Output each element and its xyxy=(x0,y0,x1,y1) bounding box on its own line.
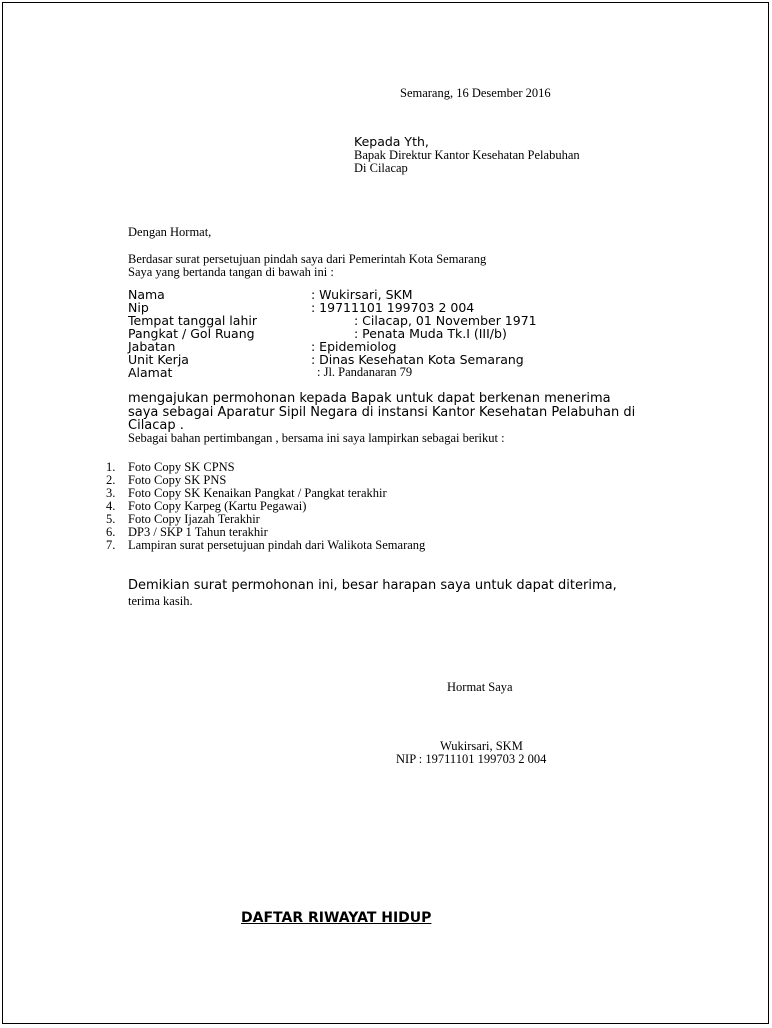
identity-value-unit-kerja: : Dinas Kesehatan Kota Semarang xyxy=(311,352,524,367)
identity-label-pangkat: Pangkat / Gol Ruang xyxy=(128,326,255,341)
identity-value-nama: : Wukirsari, SKM xyxy=(311,287,413,302)
place-date: Semarang, 16 Desember 2016 xyxy=(400,86,551,100)
list-item-number: 1. xyxy=(106,460,116,474)
list-item-number: 4. xyxy=(106,499,116,513)
signoff: Hormat Saya xyxy=(447,680,513,694)
list-item-number: 7. xyxy=(106,538,116,552)
request-line-1: mengajukan permohonan kepada Bapak untuk dapat berkenan menerima xyxy=(128,391,611,406)
recipient-location: Di Cilacap xyxy=(354,161,408,175)
identity-label-nip: Nip xyxy=(128,300,149,315)
list-item: Foto Copy SK Kenaikan Pangkat / Pangkat terakhir xyxy=(128,486,387,500)
intro-line-2: Saya yang bertanda tangan di bawah ini : xyxy=(128,265,334,279)
list-item-number: 5. xyxy=(106,512,116,526)
identity-label-jabatan: Jabatan xyxy=(128,339,176,354)
identity-value-ttl: : Cilacap, 01 November 1971 xyxy=(354,313,537,328)
identity-label-alamat: Alamat xyxy=(128,365,173,380)
identity-label-ttl: Tempat tanggal lahir xyxy=(128,313,257,328)
intro-line-1: Berdasar surat persetujuan pindah saya dari Pemerintah Kota Semarang xyxy=(128,252,487,266)
cv-title: DAFTAR RIWAYAT HIDUP xyxy=(241,910,432,926)
list-item: Foto Copy SK PNS xyxy=(128,473,227,487)
identity-label-nama: Nama xyxy=(128,287,165,302)
identity-value-nip: : 19711101 199703 2 004 xyxy=(311,300,475,315)
closing-line-2: terima kasih. xyxy=(128,594,193,608)
signer-name: Wukirsari, SKM xyxy=(440,739,523,753)
closing-line-1: Demikian surat permohonan ini, besar harapan saya untuk dapat diterima, xyxy=(128,578,617,593)
request-line-2: saya sebagai Aparatur Sipil Negara di instansi Kantor Kesehatan Pelabuhan di xyxy=(128,405,636,420)
list-item: Foto Copy Ijazah Terakhir xyxy=(128,512,260,526)
list-item: Foto Copy Karpeg (Kartu Pegawai) xyxy=(128,499,307,513)
signer-nip: NIP : 19711101 199703 2 004 xyxy=(396,752,547,766)
attachments-intro: Sebagai bahan pertimbangan , bersama ini saya lampirkan sebagai berikut : xyxy=(128,431,505,445)
greeting: Dengan Hormat, xyxy=(128,225,212,239)
list-item-number: 2. xyxy=(106,473,116,487)
identity-value-alamat: : Jl. Pandanaran 79 xyxy=(317,365,413,379)
recipient-salutation: Kepada Yth, xyxy=(354,134,429,149)
list-item: Lampiran surat persetujuan pindah dari Walikota Semarang xyxy=(128,538,426,552)
list-item-number: 3. xyxy=(106,486,116,500)
identity-label-unit-kerja: Unit Kerja xyxy=(128,352,189,367)
document-page xyxy=(2,2,769,1024)
recipient-name: Bapak Direktur Kantor Kesehatan Pelabuhan xyxy=(354,148,580,162)
list-item-number: 6. xyxy=(106,525,116,539)
request-line-3: Cilacap . xyxy=(128,418,184,433)
identity-value-jabatan: : Epidemiolog xyxy=(311,339,397,354)
list-item: Foto Copy SK CPNS xyxy=(128,460,235,474)
list-item: DP3 / SKP 1 Tahun terakhir xyxy=(128,525,268,539)
identity-value-pangkat: : Penata Muda Tk.I (III/b) xyxy=(354,326,507,341)
